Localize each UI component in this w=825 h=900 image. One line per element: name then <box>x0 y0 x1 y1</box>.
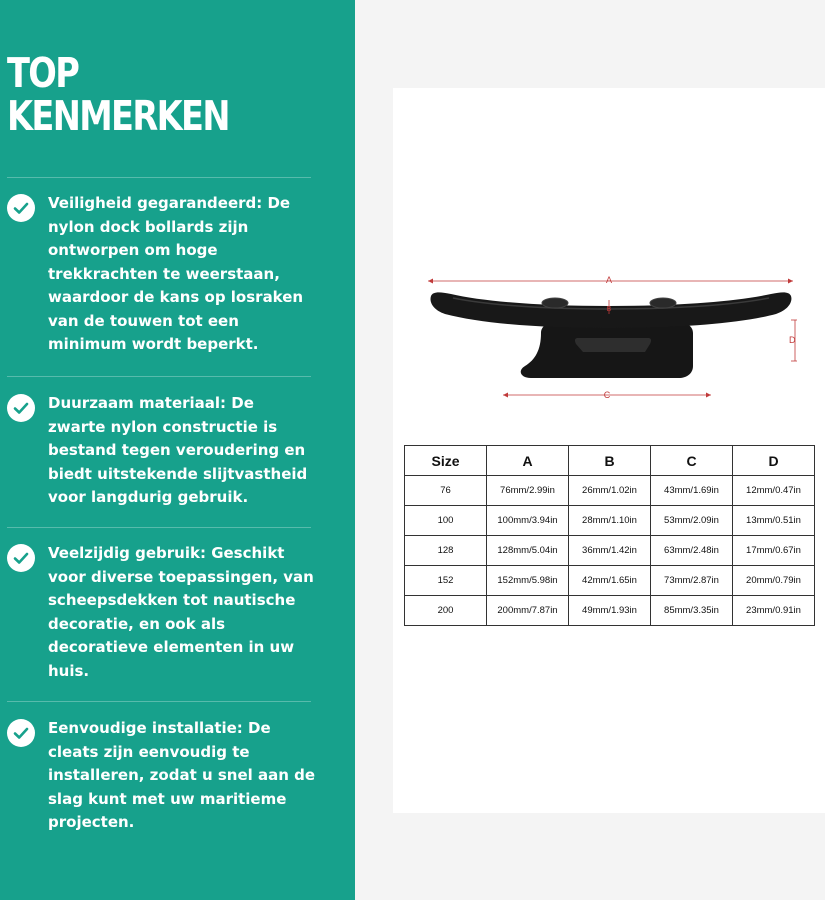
table-row <box>405 476 815 506</box>
table-header-row <box>405 446 815 476</box>
divider <box>7 527 311 528</box>
cleat-dimension-diagram <box>393 88 825 428</box>
dimension-d-label: D <box>789 335 796 345</box>
feature-text: Eenvoudige installatie: De cleats zijn eenvoudig te installeren, zodat u snel aan de slag kunt met uw maritieme projecten. <box>48 719 316 831</box>
table-row <box>405 596 815 626</box>
table-cell: 200 <box>405 596 487 626</box>
feature-text: Duurzaam materiaal: De zwarte nylon constructie is bestand tegen veroudering en biedt uitstekende slijtvastheid voor langdurig gebruik. <box>48 394 308 506</box>
table-cell: 76 <box>405 476 487 506</box>
dimension-b-label: B <box>606 306 612 313</box>
table-cell: 200mm/7.87in <box>487 596 569 626</box>
table-cell: 23mm/0.91in <box>733 596 815 626</box>
size-table <box>404 445 815 626</box>
table-cell: 152mm/5.98in <box>487 566 569 596</box>
table-cell: 12mm/0.47in <box>733 476 815 506</box>
divider <box>7 376 311 377</box>
table-cell: 100mm/3.94in <box>487 506 569 536</box>
table-cell: 17mm/0.67in <box>733 536 815 566</box>
table-cell: 76mm/2.99in <box>487 476 569 506</box>
table-cell: 128 <box>405 536 487 566</box>
table-cell: 43mm/1.69in <box>651 476 733 506</box>
table-cell: 63mm/2.48in <box>651 536 733 566</box>
feature-text: Veelzijdig gebruik: Geschikt voor diverse toepassingen, van scheepsdekken tot nautische decoratie, en ook als decoratieve elementen in uw huis. <box>48 544 314 680</box>
table-cell: 53mm/2.09in <box>651 506 733 536</box>
column-header: A <box>487 446 569 476</box>
table-cell: 85mm/3.35in <box>651 596 733 626</box>
product-image-panel <box>393 88 825 813</box>
section-title <box>7 49 229 140</box>
table-cell: 73mm/2.87in <box>651 566 733 596</box>
table-cell: 100 <box>405 506 487 536</box>
table-row <box>405 566 815 596</box>
column-header: C <box>651 446 733 476</box>
table-cell: 28mm/1.10in <box>569 506 651 536</box>
table-row <box>405 536 815 566</box>
table-cell: 42mm/1.65in <box>569 566 651 596</box>
table-cell: 26mm/1.02in <box>569 476 651 506</box>
column-header: B <box>569 446 651 476</box>
table-cell: 20mm/0.79in <box>733 566 815 596</box>
table-cell: 13mm/0.51in <box>733 506 815 536</box>
table-cell: 152 <box>405 566 487 596</box>
table-cell: 36mm/1.42in <box>569 536 651 566</box>
check-circle-icon <box>7 719 35 747</box>
table-cell: 128mm/5.04in <box>487 536 569 566</box>
check-circle-icon <box>7 194 35 222</box>
check-circle-icon <box>7 394 35 422</box>
feature-text: Veiligheid gegarandeerd: De nylon dock bollards zijn ontworpen om hoge trekkrachten te weerstaan, waardoor de kans op losraken van de touwen tot een minimum wordt beperkt. <box>48 194 304 353</box>
table-row <box>405 506 815 536</box>
dimension-a-label: A <box>605 275 613 285</box>
divider <box>7 701 311 702</box>
table-cell: 49mm/1.93in <box>569 596 651 626</box>
column-header: Size <box>405 446 487 476</box>
divider <box>7 177 311 178</box>
features-panel <box>0 0 355 900</box>
column-header: D <box>733 446 815 476</box>
section-title-line-1: TOP <box>7 49 79 97</box>
check-circle-icon <box>7 544 35 572</box>
section-title-line-2: KENMERKEN <box>7 92 229 140</box>
dimension-c-label: C <box>603 390 611 400</box>
